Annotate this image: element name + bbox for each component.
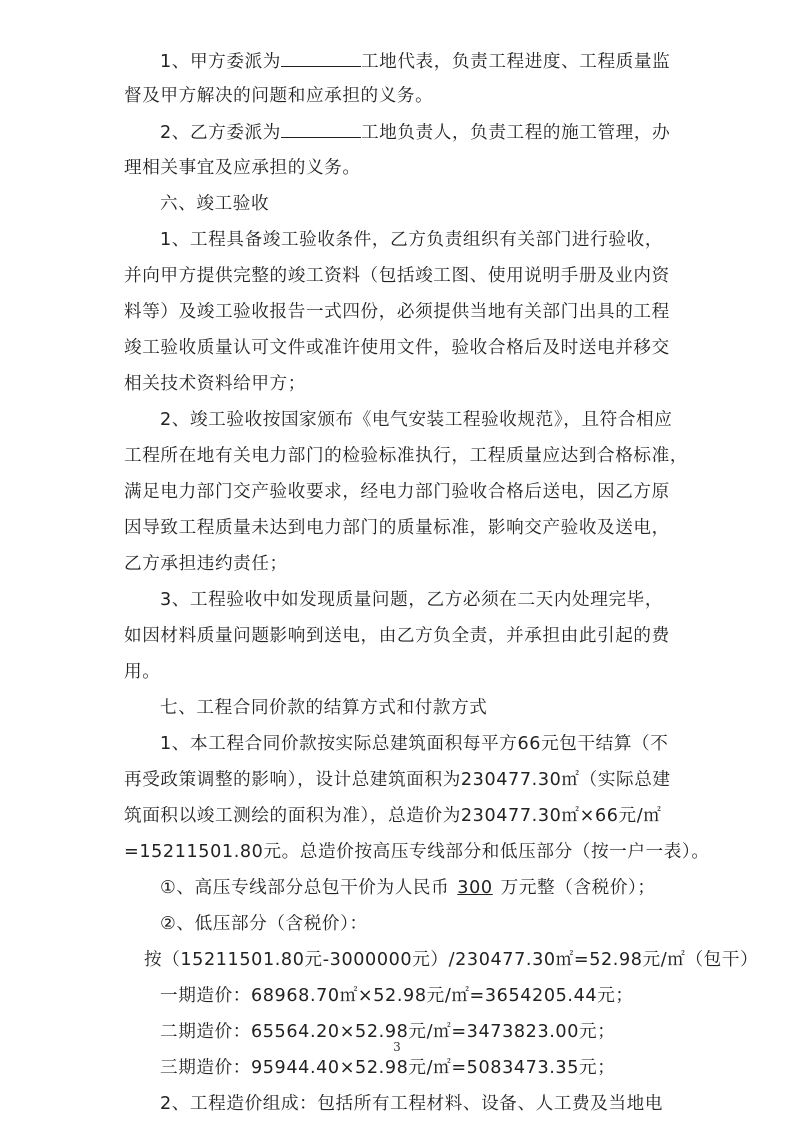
paragraph-line: 二期造价：65564.20×52.98元/㎡=3473823.00元； [160,1022,616,1042]
paragraph-line: 相关技术资料给甲方； [124,374,306,394]
paragraph-line: 2、竣工验收按国家颁布《电气安装工程验收规范》，且符合相应 [160,410,673,430]
paragraph-line: 再受政策调整的影响），设计总建筑面积为230477.30㎡（实际总建 [124,770,671,790]
formula-line: 按（15211501.80元-3000000元）/230477.30㎡=52.98元/㎡（包干） [144,950,759,970]
paragraph-line [160,47,670,77]
paragraph-line: 因导致工程质量未达到电力部门的质量标准，影响交产验收及送电， [124,518,670,538]
paragraph-line: 如因材料质量问题影响到送电，由乙方负全责，并承担由此引起的费 [124,626,670,646]
paragraph-line [160,873,656,903]
text-span: 工地负责人，负责工程的施工管理，办 [360,123,671,143]
section-heading: 六、竣工验收 [160,194,270,214]
text-span: 工地代表，负责工程进度、工程质量监 [360,52,671,72]
page-number: 3 [393,1040,401,1054]
section-heading: 七、工程合同价款的结算方式和付款方式 [160,698,488,718]
paragraph-line: 用。 [124,662,161,682]
text-span: 万元整（含税价）； [500,878,656,898]
text-span: 1、甲方委派为 [160,52,281,72]
paragraph-line: 竣工验收质量认可文件或准许使用文件，验收合格后及时送电并移交 [124,338,670,358]
paragraph-line: 满足电力部门交产验收要求，经电力部门验收合格后送电，因乙方原 [124,482,670,502]
underlined-amount: 300 [457,878,493,898]
paragraph-line: 三期造价：95944.40×52.98元/㎡=5083473.35元； [160,1058,616,1078]
blank-field [281,119,361,138]
blank-field [281,48,361,67]
paragraph-line: 2、工程造价组成：包括所有工程材料、设备、人工费及当地电 [160,1094,664,1114]
paragraph-line: 筑面积以竣工测绘的面积为准），总造价为230477.30㎡×66元/㎡ [124,806,662,826]
paragraph-line: 督及甲方解决的问题和应承担的义务。 [124,86,434,106]
paragraph-line: 理相关事宜及应承担的义务。 [124,158,361,178]
text-span: ①、高压专线部分总包干价为人民币 [160,878,450,898]
paragraph-line: ②、低压部分（含税价）： [160,914,368,934]
paragraph-line: 并向甲方提供完整的竣工资料（包括竣工图、使用说明手册及业内资 [124,266,670,286]
paragraph-line: 一期造价：68968.70㎡×52.98元/㎡=3654205.44元； [160,986,634,1006]
paragraph-line: 3、工程验收中如发现质量问题，乙方必须在二天内处理完毕， [160,590,664,610]
paragraph-line: 料等）及竣工验收报告一式四份，必须提供当地有关部门出具的工程 [124,302,670,322]
paragraph-line: 1、本工程合同价款按实际总建筑面积每平方66元包干结算（不 [160,734,669,754]
paragraph-line: 工程所在地有关电力部门的检验标准执行，工程质量应达到合格标准， [124,446,689,466]
text-span: 2、乙方委派为 [160,123,281,143]
paragraph-line: 1、工程具备竣工验收条件，乙方负责组织有关部门进行验收， [160,230,664,250]
paragraph-line: =15211501.80元。总造价按高压专线部分和低压部分（按一户一表）。 [124,842,710,862]
paragraph-line: 乙方承担违约责任； [124,554,288,574]
paragraph-line [160,118,670,148]
